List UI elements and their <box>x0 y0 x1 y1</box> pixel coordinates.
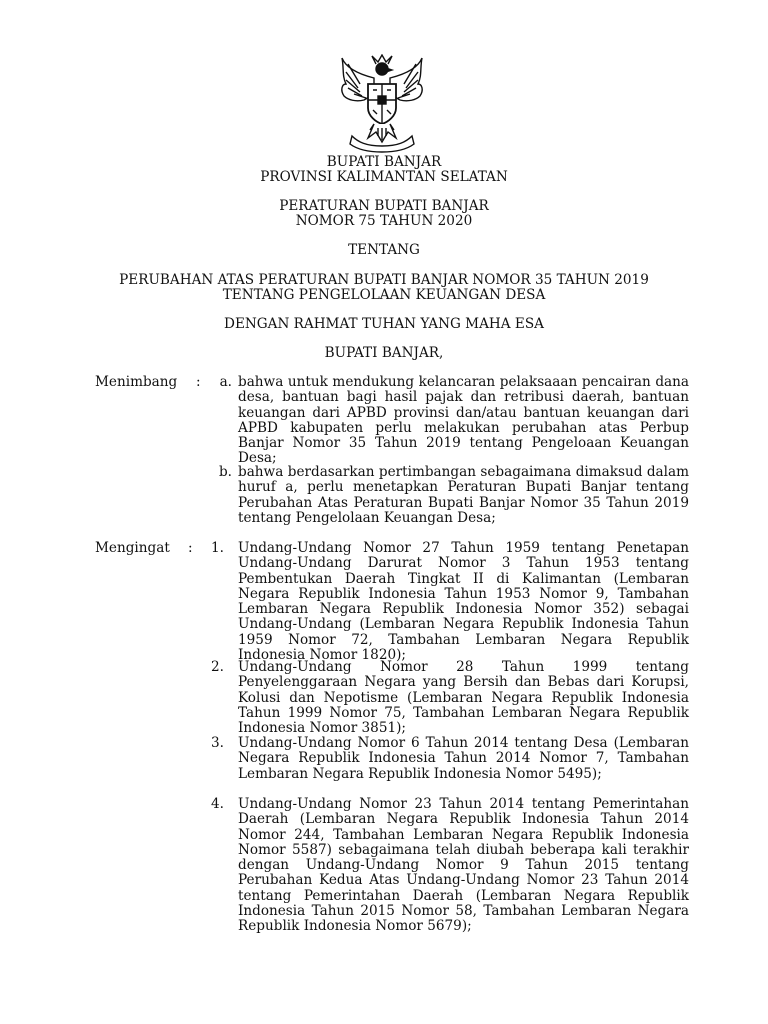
mengingat-marker-4: 4. <box>211 796 224 812</box>
mengingat-label: Mengingat <box>95 540 170 556</box>
regulation-title: PERATURAN BUPATI BANJAR <box>279 198 489 214</box>
mengingat-item-3: Undang-Undang Nomor 6 Tahun 2014 tentang Desa (Lembaran Negara Republik Indonesia Tahun 2014 Nomor 7, Tambahan Lembaran Negara Republik Indonesia Nomor 5495); <box>238 735 689 782</box>
invocation: DENGAN RAHMAT TUHAN YANG MAHA ESA <box>224 316 544 332</box>
menimbang-item-b: bahwa berdasarkan pertimbangan sebagaimana dimaksud dalam huruf a, perlu menetapkan Peraturan Bupati Banjar tentang Perubahan Atas Peraturan Bupati Banjar Nomor 35 Tahun 2019 tentang Pengelolaan Keuangan Desa; <box>238 464 689 526</box>
mengingat-colon: : <box>188 540 193 556</box>
menimbang-colon: : <box>196 374 201 390</box>
garuda-emblem <box>338 54 426 154</box>
mengingat-marker-1: 1. <box>211 540 224 556</box>
about-heading: TENTANG <box>348 242 420 258</box>
menimbang-label: Menimbang <box>95 374 178 390</box>
menimbang-marker-b: b. <box>218 464 232 480</box>
subject-line-1: PERUBAHAN ATAS PERATURAN BUPATI BANJAR NOMOR 35 TAHUN 2019 <box>119 272 649 288</box>
authority-heading: BUPATI BANJAR, <box>324 345 444 361</box>
menimbang-marker-a: a. <box>219 374 232 390</box>
mengingat-item-1: Undang-Undang Nomor 27 Tahun 1959 tentang Penetapan Undang-Undang Darurat Nomor 3 Tahun 1953 tentang Pembentukan Daerah Tingkat II di Kalimantan (Lembaran Negara Republik Indonesia Tahun 1953 Nomor 9, Tambahan Lembaran Negara Republik Indonesia Nomor 352) sebagai Undang-Undang (Lembaran Negara Republik Indonesia Tahun 1959 Nomor 72, Tambahan Lembaran Negara Republik Indonesia Nomor 1820); <box>238 540 689 664</box>
mengingat-item-4: Undang-Undang Nomor 23 Tahun 2014 tentang Pemerintahan Daerah (Lembaran Negara Republik Indonesia Tahun 2014 Nomor 244, Tambahan Lembaran Negara Republik Indonesia Nomor 5587) sebagaimana telah diubah beberapa kali terakhir dengan Undang-Undang Nomor 9 Tahun 2015 tentang Perubahan Kedua Atas Undang-Undang Nomor 23 Tahun 2014 tentang Pemerintahan Daerah (Lembaran Negara Republik Indonesia Tahun 2015 Nomor 58, Tambahan Lembaran Negara Republik Indonesia Nomor 5679); <box>238 796 689 935</box>
subject-line-2: TENTANG PENGELOLAAN KEUANGAN DESA <box>222 287 546 303</box>
menimbang-item-a: bahwa untuk mendukung kelancaran pelaksaaan pencairan dana desa, bantuan bagi hasil pajak dan retribusi daerah, bantuan keuangan dari APBD provinsi dan/atau bantuan keuangan dari APBD kabupaten perlu melakukan perubahan atas Perbup Banjar Nomor 35 Tahun 2019 tentang Pengeloaan Keuangan Desa; <box>238 374 689 467</box>
province-title: PROVINSI KALIMANTAN SELATAN <box>260 169 508 185</box>
regulation-number: NOMOR 75 TAHUN 2020 <box>295 213 473 229</box>
regent-title: BUPATI BANJAR <box>326 154 442 170</box>
mengingat-marker-2: 2. <box>211 659 224 675</box>
mengingat-marker-3: 3. <box>211 735 224 751</box>
mengingat-item-2: Undang-Undang Nomor 28 Tahun 1999 tentang Penyelenggaraan Negara yang Bersih dan Bebas dari Korupsi, Kolusi dan Nepotisme (Lembaran Negara Republik Indonesia Tahun 1999 Nomor 75, Tambahan Lembaran Negara Republik Indonesia Nomor 3851); <box>238 659 689 737</box>
